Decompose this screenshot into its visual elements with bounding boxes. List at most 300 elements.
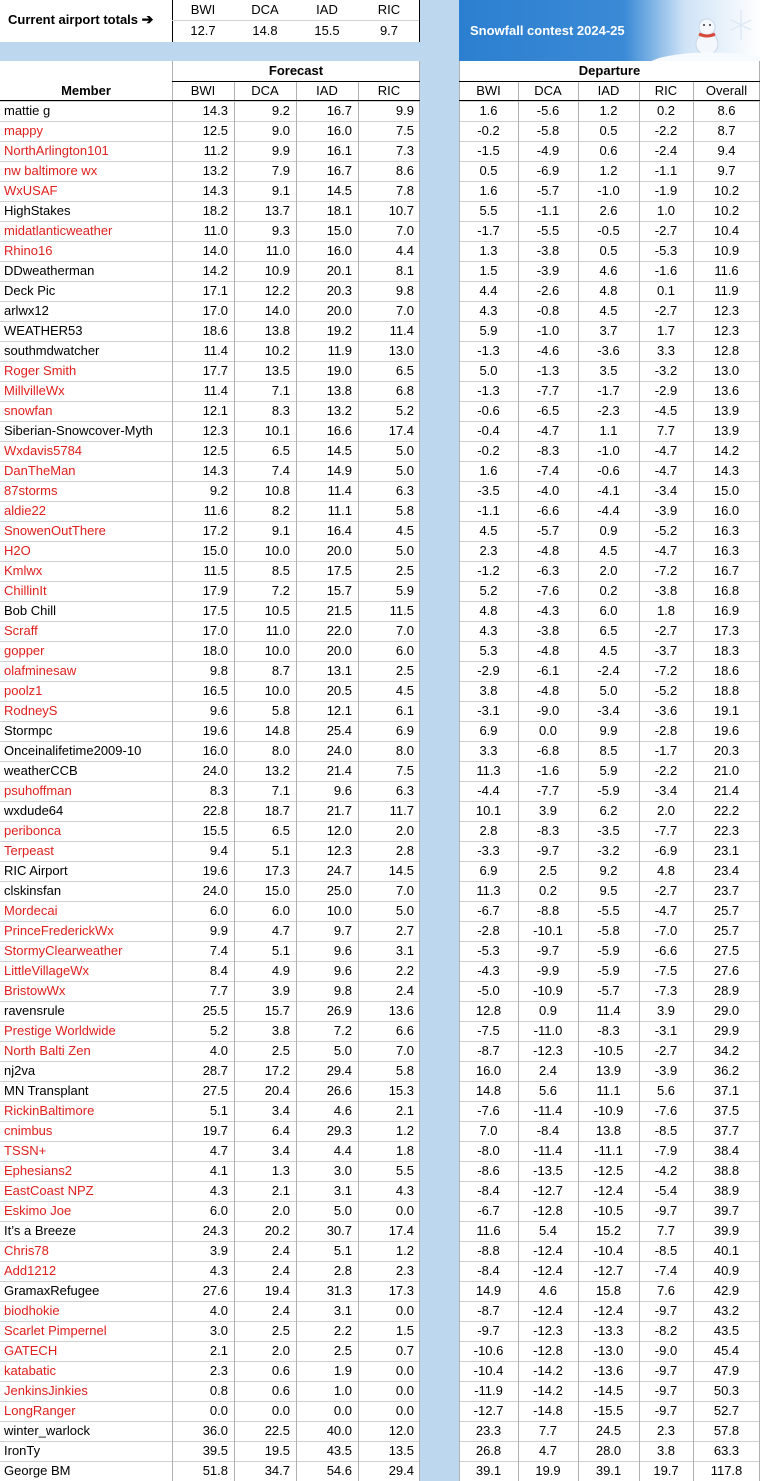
member-name: biodhokie	[4, 1303, 60, 1318]
departure-value: -4.7	[654, 903, 678, 918]
departure-value: 0.2	[538, 883, 558, 898]
departure-value: -5.5	[597, 903, 620, 918]
forecast-value: 16.4	[326, 523, 352, 538]
row-divider	[0, 321, 420, 322]
forecast-value: 16.7	[326, 163, 352, 178]
departure-value: -7.0	[654, 923, 678, 938]
forecast-value: 5.1	[271, 843, 290, 858]
column-divider	[358, 81, 359, 1481]
forecast-value: 7.8	[395, 183, 414, 198]
forecast-value: 17.3	[388, 1283, 414, 1298]
forecast-value: 22.5	[264, 1423, 290, 1438]
departure-value: -1.3	[477, 343, 500, 358]
member-name: BristowWx	[4, 983, 66, 998]
row-divider	[459, 601, 760, 602]
departure-value: 2.5	[538, 863, 558, 878]
forecast-value: 19.4	[264, 1283, 290, 1298]
forecast-value: 26.6	[326, 1083, 352, 1098]
forecast-value: 2.8	[333, 1263, 352, 1278]
forecast-value: 4.5	[395, 523, 414, 538]
row-divider	[0, 1121, 420, 1122]
departure-value: 13.9	[595, 1063, 622, 1078]
forecast-value: 4.4	[395, 243, 414, 258]
departure-value: -12.5	[593, 1163, 624, 1178]
forecast-value: 40.0	[326, 1423, 352, 1438]
departure-value: 18.6	[713, 663, 740, 678]
row-divider	[459, 581, 760, 582]
departure-value: 42.9	[713, 1283, 740, 1298]
member-name: Stormpc	[4, 723, 53, 738]
departure-value: 63.3	[713, 1443, 740, 1458]
forecast-value: 4.0	[209, 1043, 228, 1058]
forecast-value: 19.0	[326, 363, 352, 378]
departure-value: 38.4	[713, 1143, 740, 1158]
row-divider	[459, 261, 760, 262]
departure-value: -3.7	[654, 643, 678, 658]
departure-value: -15.5	[593, 1403, 624, 1418]
departure-value: 38.9	[713, 1183, 740, 1198]
forecast-value: 9.1	[271, 523, 290, 538]
row-divider	[459, 981, 760, 982]
row-divider	[459, 1461, 760, 1462]
departure-value: -4.6	[536, 343, 560, 358]
forecast-value: 29.4	[388, 1463, 414, 1478]
forecast-col-header: RIC	[377, 83, 401, 98]
departure-value: -4.8	[536, 543, 560, 558]
totals-label-text: Current airport totals	[8, 12, 139, 27]
row-divider	[0, 1461, 420, 1462]
forecast-value: 9.7	[333, 923, 352, 938]
member-name: nj2va	[4, 1063, 36, 1078]
forecast-value: 21.5	[326, 603, 352, 618]
forecast-value: 17.5	[202, 603, 228, 618]
forecast-value: 4.6	[333, 1103, 352, 1118]
row-divider	[459, 401, 760, 402]
forecast-value: 2.4	[395, 983, 414, 998]
member-name: LongRanger	[4, 1403, 76, 1418]
member-name: Mordecai	[4, 903, 58, 918]
row-divider	[0, 241, 420, 242]
departure-value: 11.4	[596, 1003, 621, 1018]
member-name: katabatic	[4, 1363, 57, 1378]
forecast-value: 17.4	[388, 423, 414, 438]
forecast-value: 14.5	[388, 863, 414, 878]
forecast-value: 39.5	[202, 1443, 228, 1458]
member-name: winter_warlock	[4, 1423, 90, 1438]
forecast-value: 0.0	[271, 1403, 290, 1418]
departure-value: 6.5	[599, 623, 618, 638]
departure-value: -5.2	[654, 523, 678, 538]
departure-value: 12.8	[475, 1003, 502, 1018]
column-divider	[172, 61, 173, 1481]
departure-value: -1.1	[654, 163, 678, 178]
member-name: olafminesaw	[4, 663, 77, 678]
departure-value: -3.9	[654, 1063, 678, 1078]
departure-value: -3.8	[536, 243, 560, 258]
forecast-value: 5.2	[209, 1023, 228, 1038]
forecast-value: 2.3	[209, 1363, 228, 1378]
row-divider	[0, 181, 420, 182]
row-divider	[0, 461, 420, 462]
forecast-value: 6.0	[271, 903, 290, 918]
forecast-value: 10.5	[264, 603, 290, 618]
forecast-value: 7.0	[395, 303, 414, 318]
forecast-value: 12.5	[202, 123, 228, 138]
forecast-value: 3.4	[271, 1143, 290, 1158]
column-divider	[693, 81, 694, 1481]
column-divider	[639, 81, 640, 1481]
forecast-value: 25.4	[326, 723, 352, 738]
forecast-value: 17.4	[388, 1223, 414, 1238]
forecast-value: 10.0	[264, 643, 290, 658]
member-name: Rhino16	[4, 243, 53, 258]
departure-value: 0.5	[599, 243, 618, 258]
member-name: 87storms	[4, 483, 58, 498]
forecast-value: 43.5	[326, 1443, 352, 1458]
row-divider	[459, 241, 760, 242]
departure-value: 10.1	[475, 803, 502, 818]
departure-value: -3.9	[536, 263, 560, 278]
forecast-value: 28.7	[202, 1063, 228, 1078]
member-name: RickinBaltimore	[4, 1103, 95, 1118]
member-name: weatherCCB	[4, 763, 78, 778]
forecast-value: 9.4	[209, 843, 228, 858]
forecast-value: 3.8	[271, 1023, 290, 1038]
departure-value: -11.0	[533, 1023, 563, 1038]
departure-value: -3.6	[654, 703, 678, 718]
departure-value: 15.8	[595, 1283, 622, 1298]
forecast-value: 14.3	[202, 463, 228, 478]
departure-value: 16.3	[713, 523, 740, 538]
row-divider	[0, 741, 420, 742]
row-divider	[0, 301, 420, 302]
forecast-value: 2.8	[395, 843, 414, 858]
row-divider	[0, 1281, 420, 1282]
departure-value: 8.7	[717, 123, 736, 138]
departure-value: -3.2	[654, 363, 678, 378]
member-name: DDweatherman	[4, 263, 95, 278]
forecast-value: 11.5	[203, 563, 228, 578]
departure-value: -9.0	[536, 703, 560, 718]
forecast-value: 9.9	[271, 143, 290, 158]
departure-value: -1.3	[477, 383, 500, 398]
departure-value: -1.0	[597, 443, 620, 458]
departure-value: -2.4	[597, 663, 620, 678]
forecast-value: 11.6	[203, 503, 228, 518]
forecast-value: 15.0	[264, 883, 290, 898]
forecast-value: 20.3	[326, 283, 352, 298]
row-divider	[0, 721, 420, 722]
row-divider	[0, 1441, 420, 1442]
forecast-value: 19.5	[264, 1443, 290, 1458]
forecast-value: 25.5	[202, 1003, 228, 1018]
forecast-value: 3.4	[271, 1103, 290, 1118]
departure-value: 10.2	[713, 203, 740, 218]
row-divider	[0, 121, 420, 122]
forecast-value: 11.9	[327, 343, 352, 358]
departure-value: -13.5	[533, 1163, 563, 1178]
departure-value: 0.9	[538, 1003, 558, 1018]
row-divider	[0, 481, 420, 482]
forecast-value: 14.5	[326, 443, 352, 458]
row-divider	[459, 641, 760, 642]
forecast-value: 6.3	[395, 783, 414, 798]
row-divider	[0, 581, 420, 582]
departure-value: -5.9	[597, 963, 620, 978]
departure-value: 16.9	[713, 603, 740, 618]
departure-value: -1.0	[597, 183, 620, 198]
forecast-value: 4.3	[395, 1183, 414, 1198]
row-divider	[0, 1221, 420, 1222]
departure-value: 5.5	[479, 203, 498, 218]
forecast-value: 17.9	[202, 583, 228, 598]
forecast-value: 16.5	[202, 683, 228, 698]
forecast-value: 3.0	[209, 1323, 228, 1338]
row-divider	[459, 901, 760, 902]
row-divider	[459, 1261, 760, 1262]
forecast-value: 5.2	[395, 403, 414, 418]
departure-value: -7.9	[654, 1143, 678, 1158]
departure-value: 22.3	[713, 823, 740, 838]
row-divider	[0, 921, 420, 922]
forecast-value: 7.5	[395, 123, 414, 138]
departure-value: 1.0	[656, 203, 676, 218]
row-divider	[459, 481, 760, 482]
departure-col-header: BWI	[476, 83, 501, 98]
departure-value: -8.4	[536, 1123, 560, 1138]
member-name: DanTheMan	[4, 463, 76, 478]
row-divider	[0, 821, 420, 822]
departure-value: 17.3	[713, 623, 740, 638]
departure-value: -4.7	[654, 443, 678, 458]
row-divider	[0, 261, 420, 262]
departure-value: 0.2	[656, 103, 676, 118]
departure-value: 12.3	[713, 323, 740, 338]
forecast-value: 9.6	[333, 783, 352, 798]
forecast-value: 19.7	[202, 1123, 228, 1138]
row-divider	[0, 961, 420, 962]
departure-value: -6.7	[477, 1203, 500, 1218]
forecast-value: 13.2	[264, 763, 290, 778]
forecast-value: 15.7	[326, 583, 352, 598]
departure-value: 28.0	[595, 1443, 622, 1458]
forecast-value: 34.7	[264, 1463, 290, 1478]
forecast-value: 9.9	[395, 103, 414, 118]
row-divider	[0, 1401, 420, 1402]
departure-value: -8.6	[477, 1163, 500, 1178]
departure-value: 1.1	[599, 423, 618, 438]
forecast-value: 0.0	[395, 1303, 414, 1318]
forecast-value: 17.0	[202, 303, 228, 318]
departure-value: 16.3	[713, 543, 740, 558]
forecast-value: 24.7	[326, 863, 352, 878]
departure-value: -5.7	[536, 183, 560, 198]
forecast-value: 15.0	[202, 543, 228, 558]
forecast-value: 20.2	[264, 1223, 290, 1238]
departure-value: 4.5	[599, 643, 618, 658]
column-divider	[419, 61, 420, 1481]
row-divider	[459, 1121, 760, 1122]
row-divider	[459, 1401, 760, 1402]
column-divider	[459, 61, 460, 1481]
forecast-value: 13.5	[264, 363, 290, 378]
member-header: Member	[61, 83, 111, 98]
forecast-value: 14.3	[202, 183, 228, 198]
forecast-value: 3.9	[209, 1243, 228, 1258]
totals-airport-label: BWI	[190, 2, 216, 17]
departure-value: 28.9	[713, 983, 740, 998]
departure-value: -4.4	[597, 503, 620, 518]
row-divider	[0, 1341, 420, 1342]
departure-value: 5.9	[599, 763, 618, 778]
departure-col-header: DCA	[534, 83, 562, 98]
forecast-value: 8.0	[271, 743, 290, 758]
forecast-value: 6.6	[395, 1023, 414, 1038]
departure-value: 1.8	[656, 603, 676, 618]
forecast-value: 18.2	[202, 203, 228, 218]
departure-value: -10.4	[473, 1363, 504, 1378]
forecast-value: 12.1	[326, 703, 352, 718]
departure-value: 14.2	[713, 443, 740, 458]
row-divider	[0, 621, 420, 622]
departure-value: 37.7	[713, 1123, 740, 1138]
forecast-value: 3.0	[333, 1163, 352, 1178]
forecast-value: 17.7	[202, 363, 228, 378]
forecast-value: 24.0	[326, 743, 352, 758]
departure-value: -3.4	[654, 783, 678, 798]
right-arrow-icon: ➔	[141, 11, 154, 27]
row-divider	[0, 801, 420, 802]
row-divider	[459, 861, 760, 862]
forecast-value: 6.0	[395, 643, 414, 658]
departure-value: 16.0	[713, 503, 740, 518]
departure-value: 2.4	[538, 1063, 558, 1078]
forecast-value: 12.0	[388, 1423, 414, 1438]
departure-value: 5.4	[538, 1223, 558, 1238]
forecast-value: 13.1	[326, 663, 352, 678]
departure-value: -3.5	[477, 483, 500, 498]
forecast-col-header: DCA	[251, 83, 279, 98]
departure-value: 11.6	[714, 263, 739, 278]
column-divider	[578, 81, 579, 1481]
member-name: George BM	[4, 1463, 71, 1478]
forecast-value: 0.6	[271, 1363, 290, 1378]
totals-value: 15.5	[314, 23, 340, 38]
forecast-value: 2.2	[333, 1323, 352, 1338]
row-divider	[0, 281, 420, 282]
departure-value: -3.4	[597, 703, 620, 718]
departure-value: -12.4	[533, 1303, 563, 1318]
column-divider	[518, 81, 519, 1481]
forecast-value: 9.2	[271, 103, 290, 118]
departure-value: -2.2	[654, 763, 678, 778]
member-name: Eskimo Joe	[4, 1203, 72, 1218]
departure-value: 0.2	[599, 583, 618, 598]
forecast-value: 7.2	[271, 583, 290, 598]
departure-value: 4.4	[479, 283, 498, 298]
row-divider	[459, 881, 760, 882]
forecast-value: 19.6	[202, 863, 228, 878]
departure-value: -2.3	[597, 403, 620, 418]
departure-value: 2.0	[656, 803, 676, 818]
departure-value: 39.1	[595, 1463, 622, 1478]
forecast-value: 2.4	[271, 1263, 290, 1278]
departure-value: 5.6	[656, 1083, 676, 1098]
member-name: Prestige Worldwide	[4, 1023, 116, 1038]
departure-value: -12.7	[473, 1403, 504, 1418]
departure-value: -10.9	[593, 1103, 624, 1118]
departure-value: -6.3	[536, 563, 560, 578]
row-divider	[459, 681, 760, 682]
forecast-value: 6.4	[271, 1123, 290, 1138]
departure-value: 4.6	[599, 263, 618, 278]
departure-value: 22.2	[713, 803, 740, 818]
row-divider	[0, 701, 420, 702]
departure-value: 7.0	[479, 1123, 498, 1138]
departure-value: -2.9	[477, 663, 500, 678]
departure-value: 13.9	[713, 403, 740, 418]
forecast-value: 5.1	[209, 1103, 228, 1118]
member-name: StormyClearweather	[4, 943, 123, 958]
row-divider	[0, 1161, 420, 1162]
forecast-value: 4.5	[395, 683, 414, 698]
departure-value: 5.3	[479, 643, 498, 658]
forecast-value: 51.8	[202, 1463, 228, 1478]
row-divider	[459, 461, 760, 462]
forecast-value: 2.1	[271, 1183, 290, 1198]
row-divider	[459, 801, 760, 802]
row-divider	[0, 841, 420, 842]
departure-value: -1.6	[536, 763, 560, 778]
row-divider	[0, 1241, 420, 1242]
forecast-value: 8.5	[271, 563, 290, 578]
departure-value: 36.2	[713, 1063, 740, 1078]
departure-value: -12.8	[533, 1343, 563, 1358]
row-divider	[459, 541, 760, 542]
departure-value: -6.6	[654, 943, 678, 958]
row-divider	[0, 521, 420, 522]
departure-value: -6.9	[536, 163, 560, 178]
forecast-value: 1.5	[395, 1323, 414, 1338]
departure-value: -8.3	[536, 443, 560, 458]
forecast-value: 8.4	[209, 963, 228, 978]
departure-value: 2.8	[479, 823, 498, 838]
row-divider	[459, 281, 760, 282]
member-name: PrinceFrederickWx	[4, 923, 114, 938]
forecast-value: 8.6	[395, 163, 414, 178]
forecast-value: 16.7	[326, 103, 352, 118]
departure-value: -12.3	[533, 1323, 563, 1338]
forecast-value: 2.0	[271, 1203, 290, 1218]
departure-value: 3.9	[538, 803, 558, 818]
departure-value: -3.2	[597, 843, 620, 858]
forecast-value: 5.5	[395, 1163, 414, 1178]
forecast-value: 13.0	[388, 343, 414, 358]
member-name: snowfan	[4, 403, 53, 418]
departure-value: -13.6	[593, 1363, 624, 1378]
forecast-value: 2.5	[333, 1343, 352, 1358]
row-divider	[459, 1321, 760, 1322]
departure-value: 2.3	[656, 1423, 676, 1438]
forecast-value: 11.4	[203, 383, 228, 398]
forecast-value: 10.0	[326, 903, 352, 918]
totals-airport-label: RIC	[377, 2, 401, 17]
forecast-header: Forecast	[268, 63, 324, 78]
departure-value: 29.9	[713, 1023, 740, 1038]
departure-value: 4.8	[656, 863, 676, 878]
departure-value: 10.4	[713, 223, 740, 238]
departure-value: -1.7	[597, 383, 620, 398]
